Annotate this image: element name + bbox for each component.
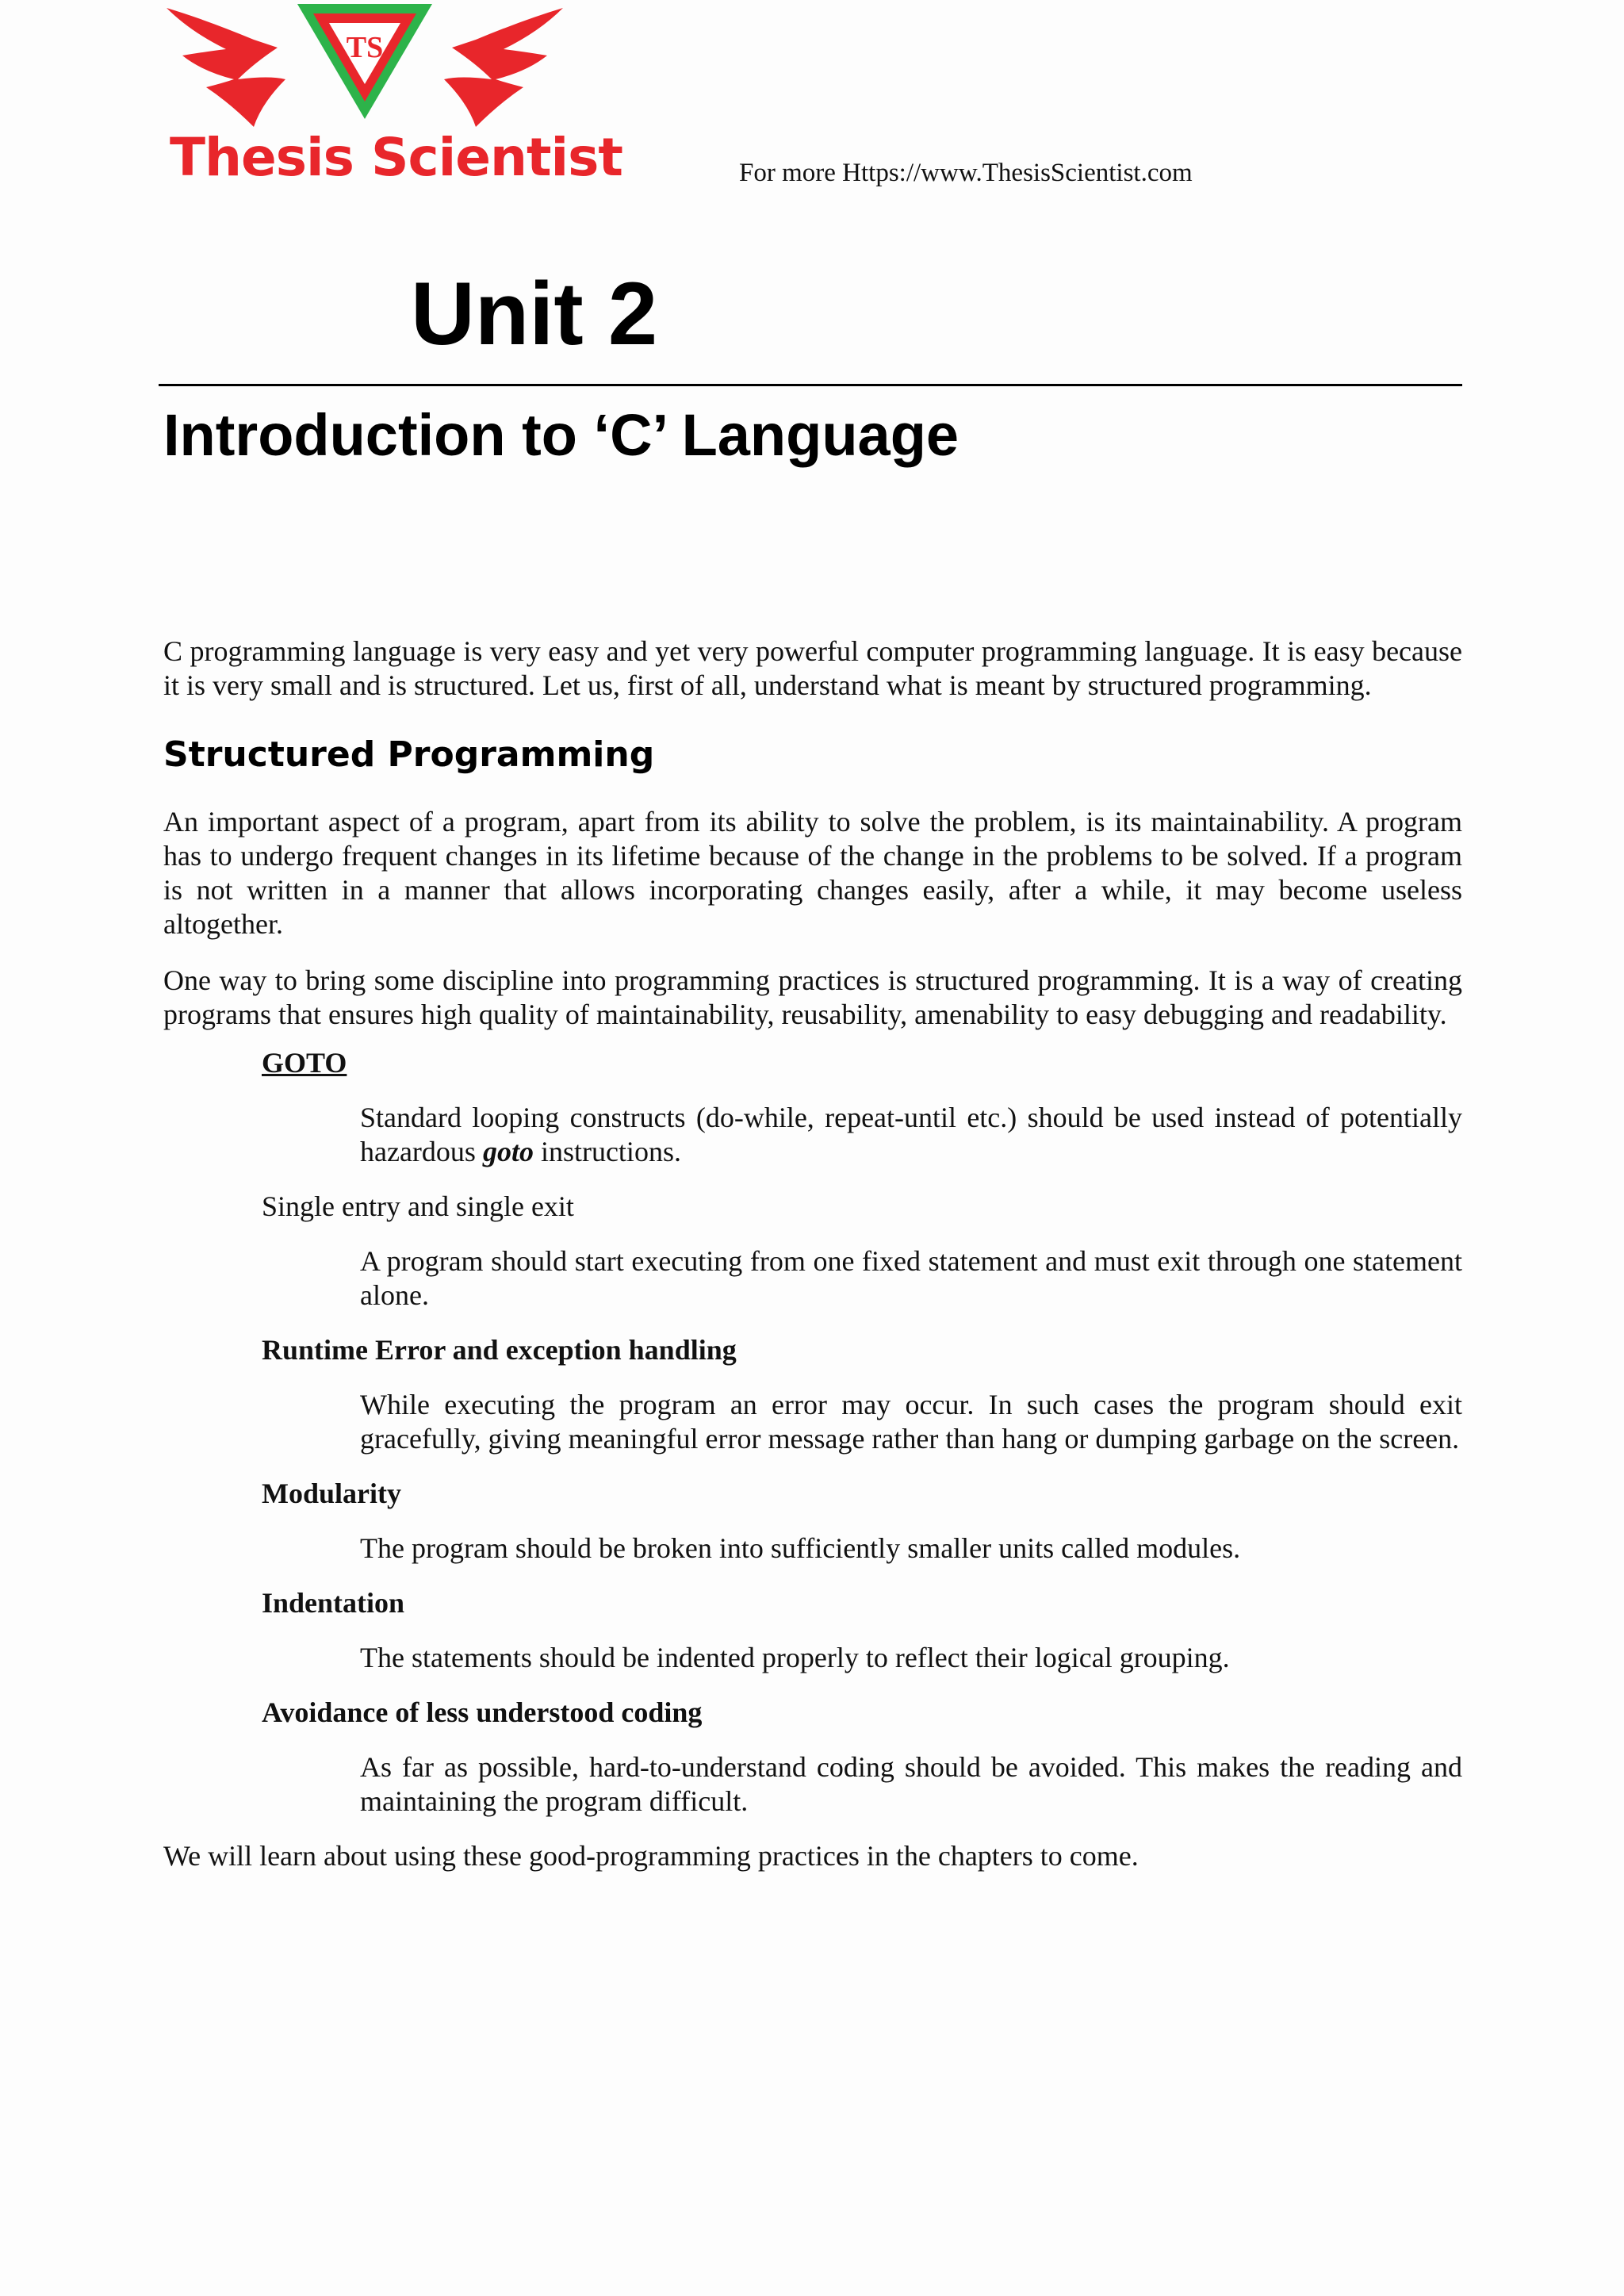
- practice-title: GOTO: [262, 1046, 347, 1079]
- practice-title: Runtime Error and exception handling: [262, 1333, 737, 1366]
- practice-item-indentation: [262, 1586, 1462, 1675]
- practice-body: [360, 1101, 1462, 1169]
- thesis-scientist-logo: [159, 0, 622, 198]
- practice-body: As far as possible, hard-to-understand coding should be avoided. This makes the reading and maintaining the program difficult.: [360, 1750, 1462, 1817]
- title-divider: [159, 384, 1462, 386]
- practice-title: Indentation: [262, 1586, 405, 1619]
- section-heading: Structured Programming: [163, 734, 655, 775]
- practice-body: The program should be broken into sufficiently smaller units called modules.: [360, 1531, 1241, 1564]
- section-paragraph: One way to bring some discipline into programming practices is structured programming. It is a way of creating programs that ensures high quality of maintainability, reusability, amenability to easy debugging and readability.: [163, 964, 1462, 1030]
- logo-text: Thesis Scientist: [170, 127, 622, 188]
- practice-item-goto: [262, 1046, 1462, 1169]
- goto-emphasis: goto: [482, 1135, 534, 1167]
- svg-text:TS: TS: [346, 31, 384, 64]
- intro-paragraph: C programming language is very easy and yet very powerful computer programming language. It is easy because it is very small and is structured. Let us, first of all, understand what is meant by structured programming.: [163, 635, 1462, 701]
- practice-body-text: instructions.: [533, 1135, 681, 1167]
- practice-item-runtime-error: [262, 1333, 1462, 1456]
- closing-paragraph: We will learn about using these good-programming practices in the chapters to come.: [163, 1839, 1139, 1872]
- practice-item-avoidance: [262, 1696, 1462, 1819]
- document-body: [163, 634, 1462, 1895]
- practice-title: Single entry and single exit: [262, 1190, 574, 1222]
- practice-item-single-entry: [262, 1190, 1462, 1313]
- chapter-title: Introduction to ‘C’ Language: [163, 402, 959, 468]
- section-paragraph: An important aspect of a program, apart from its ability to solve the problem, is its maintainability. A program has to undergo frequent changes in its lifetime because of the change in the problems to be solved. If a program is not written in a manner that allows incorporating changes easily, after a while, it may become useless altogether.: [163, 805, 1462, 940]
- practice-title: Modularity: [262, 1477, 401, 1509]
- unit-title: Unit 2: [411, 264, 658, 363]
- practice-body-text: Standard looping constructs (do-while, repeat-until etc.) should be used instead of potentially hazardous: [360, 1101, 1462, 1167]
- practice-item-modularity: [262, 1477, 1462, 1566]
- practice-body: The statements should be indented properly to reflect their logical grouping.: [360, 1641, 1230, 1673]
- header-website-link[interactable]: For more Https://www.ThesisScientist.com: [739, 159, 1193, 187]
- practice-body: A program should start executing from one fixed statement and must exit through one statement alone.: [360, 1244, 1462, 1311]
- practice-body: While executing the program an error may occur. In such cases the program should exit gracefully, giving meaningful error message rather than hang or dumping garbage on the screen.: [360, 1388, 1462, 1455]
- practice-title: Avoidance of less understood coding: [262, 1696, 703, 1728]
